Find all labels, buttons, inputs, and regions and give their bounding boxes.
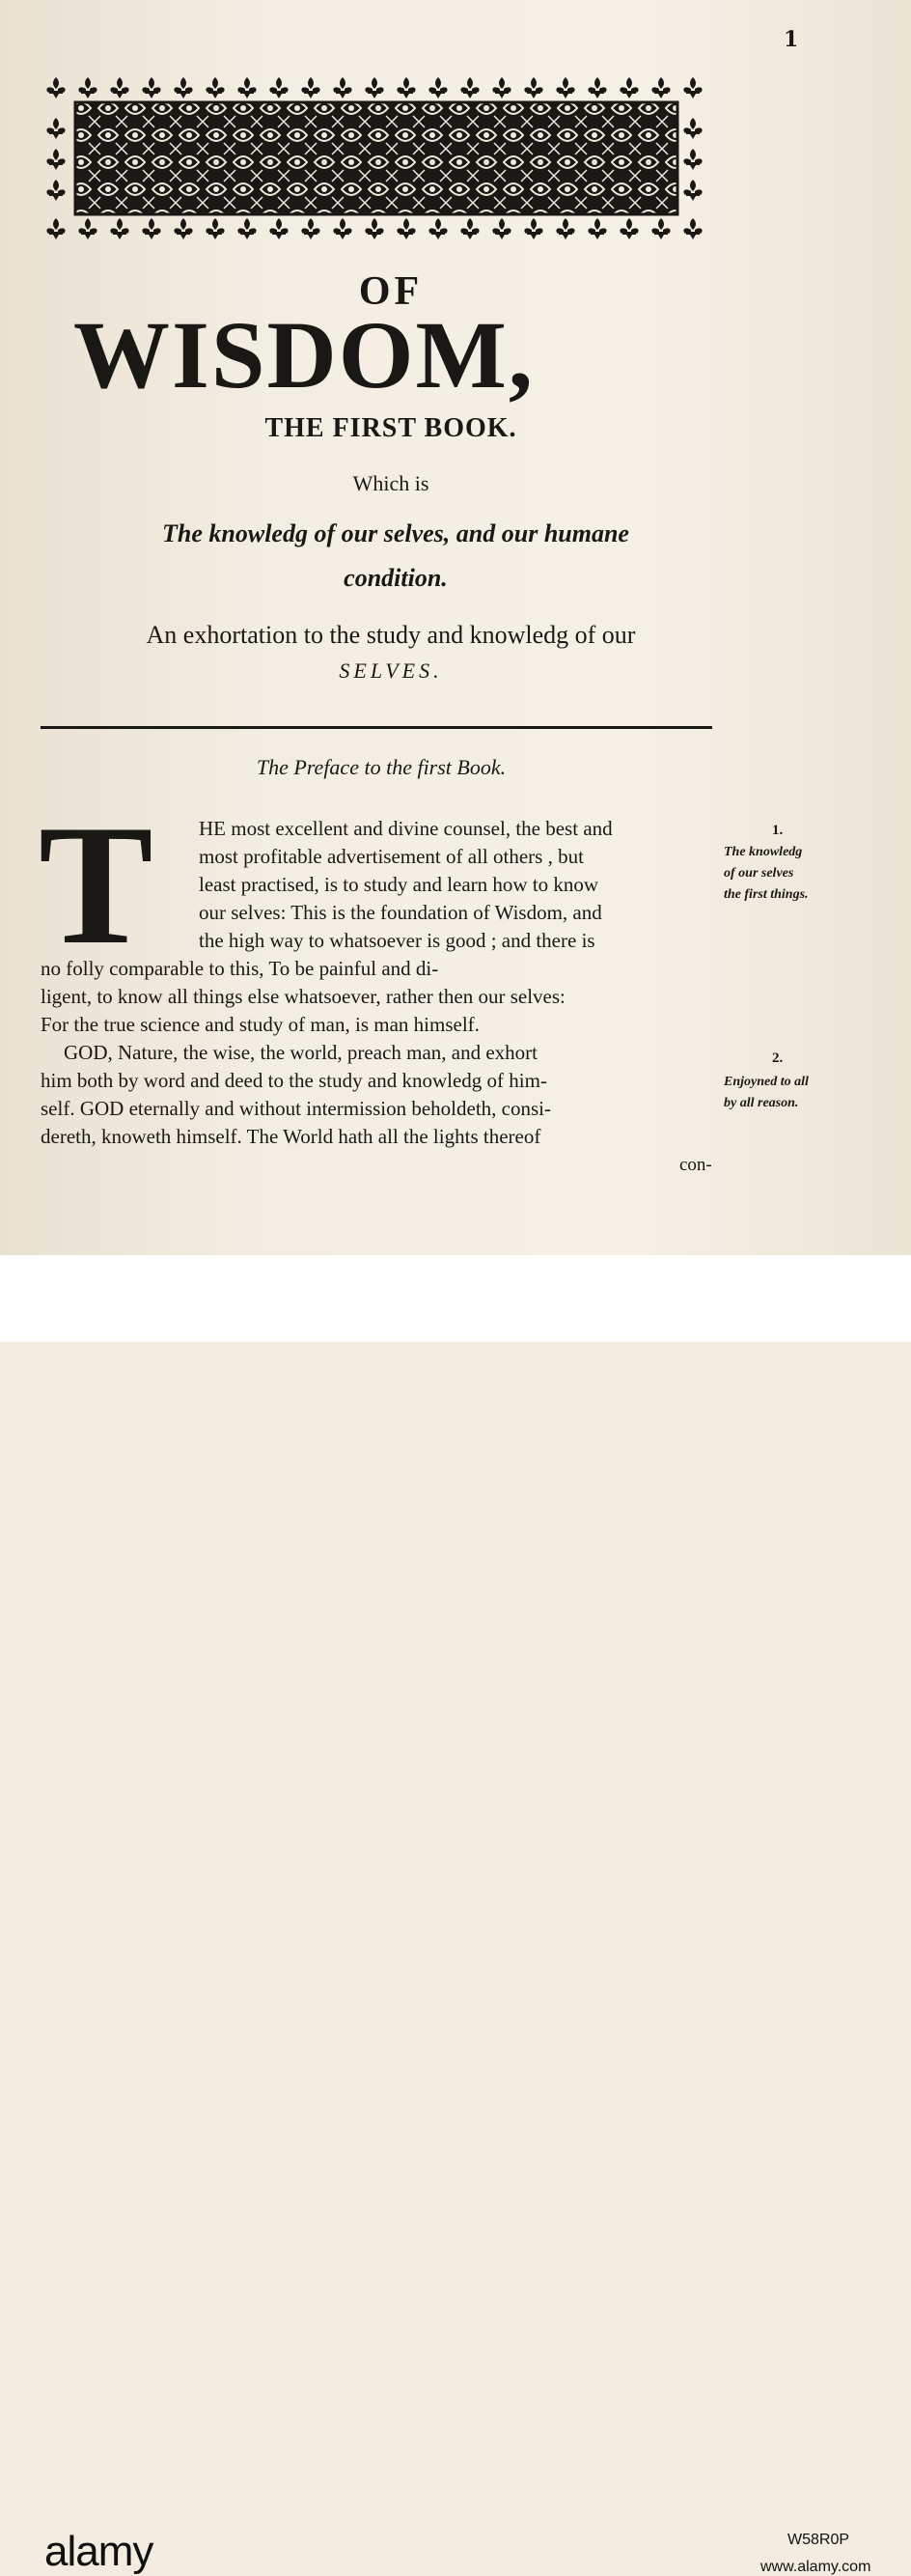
book-heading: THE FIRST BOOK. [264, 413, 517, 443]
margin-note-line: Enjoyned to all [724, 1075, 809, 1089]
body-line: most profitable advertisement of all others , but [199, 845, 584, 868]
preface-heading: The Preface to the first Book. [256, 755, 507, 779]
body-line: no folly comparable to this, To be painful and di- [41, 957, 439, 980]
site-url: www.alamy.com [760, 2559, 871, 2575]
page-number: 1 [784, 27, 799, 52]
image-id: W58R0P [787, 2532, 850, 2548]
body-line: our selves: This is the foundation of Wisdom, and [199, 901, 602, 924]
margin-number: 2. [772, 1050, 784, 1066]
body-line: least practised, is to study and learn how to know [199, 873, 599, 896]
subtitle [68, 512, 724, 601]
body-line: self. GOD eternally and without intermission beholdeth, consi- [41, 1097, 551, 1120]
subtitle-line: The knowledg of our selves, and our humane [162, 519, 629, 547]
margin-note-line: the first things. [724, 887, 809, 902]
horizontal-rule [41, 726, 712, 729]
exhortation-end: SELVES. [339, 658, 443, 683]
alamy-logo: alamy [44, 2528, 153, 2575]
title-wisdom: WISDOM, [73, 301, 535, 408]
margin-note-line: of our selves [724, 866, 794, 881]
book-page [0, 0, 911, 1255]
title-of: OF [358, 269, 424, 314]
margin-number: 1. [772, 823, 784, 838]
body-line: the high way to whatsoever is good ; and there is [199, 929, 595, 952]
body-line: ligent, to know all things else whatsoever, rather then our selves: [41, 985, 566, 1008]
ornamental-headpiece [41, 68, 712, 249]
which-is: Which is [352, 471, 429, 495]
body-line: For the true science and study of man, is man himself. [41, 1013, 480, 1036]
exhortation: An exhortation to the study and knowledg of our [146, 621, 636, 649]
drop-cap: T [39, 789, 153, 980]
margin-note-line: by all reason. [724, 1096, 799, 1110]
footer-bar [0, 1255, 911, 2575]
body-line: dereth, knoweth himself. The World hath all the lights thereof [41, 1125, 541, 1148]
catchword: con- [679, 1155, 712, 1175]
margin-note [724, 842, 809, 906]
body-line: him both by word and deed to the study and knowledg of him- [41, 1069, 547, 1092]
margin-note-line: The knowledg [724, 845, 803, 859]
body-line: HE most excellent and divine counsel, the best and [199, 817, 613, 840]
margin-note [724, 1072, 809, 1114]
body-line: GOD, Nature, the wise, the world, preach man, and exhort [64, 1041, 538, 1064]
subtitle-line: condition. [344, 564, 448, 592]
